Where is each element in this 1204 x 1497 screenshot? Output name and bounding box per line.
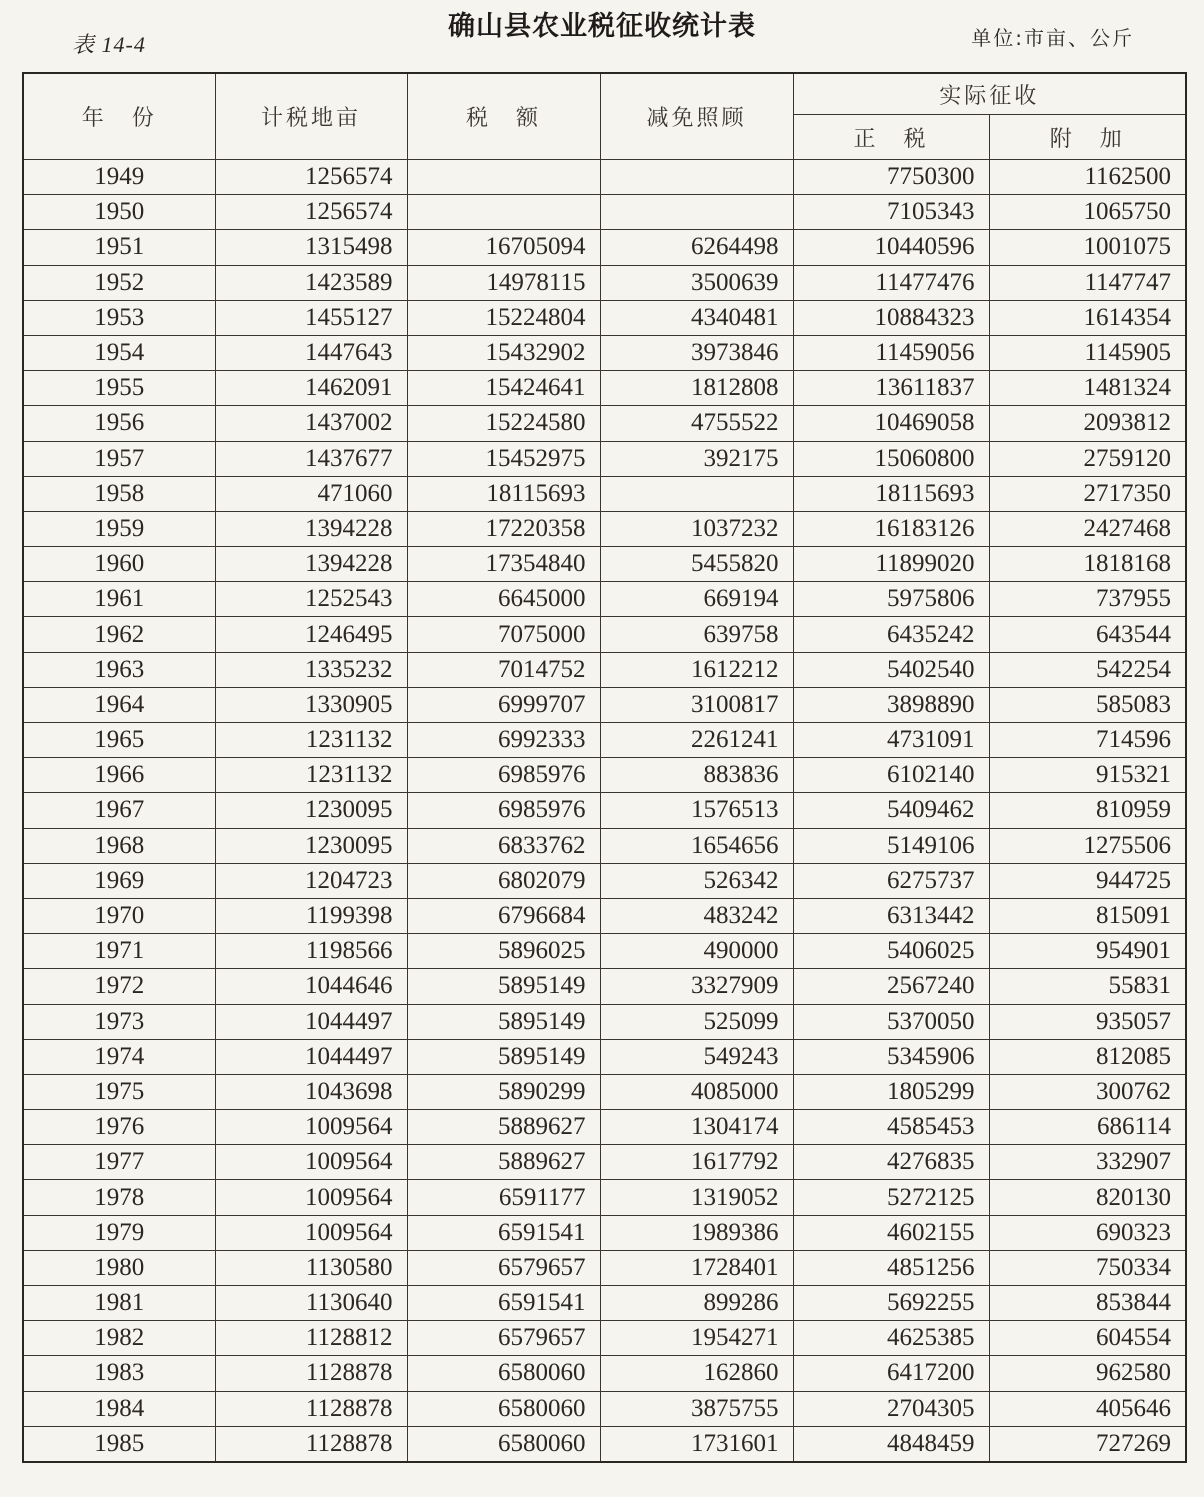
page-title: 确山县农业税征收统计表 — [448, 11, 756, 42]
cell-surcharge: 300762 — [989, 1074, 1186, 1109]
cell-taxable-land: 1447643 — [215, 335, 407, 370]
table-row — [23, 1391, 1186, 1426]
cell-reduction-relief: 1731601 — [600, 1426, 793, 1462]
cell-year: 1966 — [23, 758, 215, 793]
cell-surcharge: 690323 — [989, 1215, 1186, 1250]
table-row — [23, 793, 1186, 828]
cell-reduction-relief: 1654656 — [600, 828, 793, 863]
cell-taxable-land: 1315498 — [215, 230, 407, 265]
cell-main-tax: 4851256 — [793, 1250, 989, 1285]
cell-taxable-land: 1128878 — [215, 1391, 407, 1426]
cell-tax-amount: 6985976 — [407, 758, 600, 793]
cell-year: 1961 — [23, 582, 215, 617]
cell-reduction-relief: 3327909 — [600, 969, 793, 1004]
cell-tax-amount: 6579657 — [407, 1250, 600, 1285]
table-row — [23, 934, 1186, 969]
header-year: 年 份 — [23, 73, 215, 160]
cell-tax-amount: 5896025 — [407, 934, 600, 969]
cell-tax-amount: 15432902 — [407, 335, 600, 370]
cell-year: 1965 — [23, 723, 215, 758]
cell-taxable-land: 1256574 — [215, 160, 407, 195]
cell-tax-amount — [407, 160, 600, 195]
cell-main-tax: 4625385 — [793, 1321, 989, 1356]
cell-tax-amount: 5895149 — [407, 1004, 600, 1039]
cell-surcharge: 727269 — [989, 1426, 1186, 1462]
table-row — [23, 300, 1186, 335]
cell-reduction-relief: 483242 — [600, 898, 793, 933]
cell-main-tax: 4585453 — [793, 1110, 989, 1145]
cell-year: 1975 — [23, 1074, 215, 1109]
cell-taxable-land: 1009564 — [215, 1180, 407, 1215]
cell-taxable-land: 1009564 — [215, 1145, 407, 1180]
cell-main-tax: 4602155 — [793, 1215, 989, 1250]
table-row — [23, 652, 1186, 687]
cell-reduction-relief: 162860 — [600, 1356, 793, 1391]
tax-statistics-table — [22, 72, 1187, 1463]
cell-tax-amount: 6579657 — [407, 1321, 600, 1356]
cell-surcharge: 1275506 — [989, 828, 1186, 863]
cell-reduction-relief: 3500639 — [600, 265, 793, 300]
cell-main-tax: 5692255 — [793, 1286, 989, 1321]
cell-reduction-relief: 5455820 — [600, 547, 793, 582]
cell-taxable-land: 1230095 — [215, 828, 407, 863]
cell-main-tax: 7750300 — [793, 160, 989, 195]
cell-tax-amount: 6796684 — [407, 898, 600, 933]
cell-surcharge: 954901 — [989, 934, 1186, 969]
cell-reduction-relief: 639758 — [600, 617, 793, 652]
cell-surcharge: 604554 — [989, 1321, 1186, 1356]
table-row — [23, 160, 1186, 195]
cell-taxable-land: 1437677 — [215, 441, 407, 476]
cell-reduction-relief: 3973846 — [600, 335, 793, 370]
cell-taxable-land: 1394228 — [215, 511, 407, 546]
cell-reduction-relief: 883836 — [600, 758, 793, 793]
cell-surcharge: 55831 — [989, 969, 1186, 1004]
cell-year: 1973 — [23, 1004, 215, 1039]
cell-year: 1970 — [23, 898, 215, 933]
cell-year: 1956 — [23, 406, 215, 441]
cell-surcharge: 737955 — [989, 582, 1186, 617]
cell-year: 1968 — [23, 828, 215, 863]
cell-tax-amount: 14978115 — [407, 265, 600, 300]
table-row — [23, 406, 1186, 441]
cell-main-tax: 5345906 — [793, 1039, 989, 1074]
cell-tax-amount: 6591541 — [407, 1286, 600, 1321]
header-actual-collection: 实际征收 — [793, 73, 1186, 115]
cell-reduction-relief — [600, 160, 793, 195]
cell-main-tax: 13611837 — [793, 371, 989, 406]
cell-main-tax: 4276835 — [793, 1145, 989, 1180]
cell-surcharge: 820130 — [989, 1180, 1186, 1215]
cell-year: 1971 — [23, 934, 215, 969]
cell-surcharge: 812085 — [989, 1039, 1186, 1074]
cell-tax-amount: 6591177 — [407, 1180, 600, 1215]
cell-tax-amount: 6645000 — [407, 582, 600, 617]
cell-surcharge: 944725 — [989, 863, 1186, 898]
cell-taxable-land: 1130580 — [215, 1250, 407, 1285]
cell-tax-amount: 6833762 — [407, 828, 600, 863]
cell-main-tax: 5975806 — [793, 582, 989, 617]
table-row — [23, 758, 1186, 793]
cell-surcharge: 1614354 — [989, 300, 1186, 335]
table-row — [23, 230, 1186, 265]
cell-taxable-land: 1231132 — [215, 758, 407, 793]
cell-reduction-relief: 392175 — [600, 441, 793, 476]
header-main-tax: 正 税 — [793, 115, 989, 160]
table-row — [23, 898, 1186, 933]
cell-reduction-relief: 1812808 — [600, 371, 793, 406]
cell-year: 1960 — [23, 547, 215, 582]
cell-main-tax: 10884323 — [793, 300, 989, 335]
cell-reduction-relief: 526342 — [600, 863, 793, 898]
cell-taxable-land: 1128878 — [215, 1426, 407, 1462]
table-row — [23, 1215, 1186, 1250]
cell-surcharge: 1147747 — [989, 265, 1186, 300]
cell-surcharge: 1818168 — [989, 547, 1186, 582]
cell-tax-amount: 15424641 — [407, 371, 600, 406]
cell-main-tax: 5272125 — [793, 1180, 989, 1215]
cell-year: 1978 — [23, 1180, 215, 1215]
cell-year: 1959 — [23, 511, 215, 546]
cell-year: 1949 — [23, 160, 215, 195]
cell-tax-amount: 5889627 — [407, 1110, 600, 1145]
cell-reduction-relief: 1954271 — [600, 1321, 793, 1356]
table-row — [23, 1004, 1186, 1039]
table-row — [23, 511, 1186, 546]
cell-main-tax: 18115693 — [793, 476, 989, 511]
cell-main-tax: 10469058 — [793, 406, 989, 441]
cell-surcharge: 332907 — [989, 1145, 1186, 1180]
cell-surcharge: 585083 — [989, 687, 1186, 722]
cell-main-tax: 11459056 — [793, 335, 989, 370]
cell-tax-amount: 6999707 — [407, 687, 600, 722]
cell-year: 1972 — [23, 969, 215, 1004]
cell-year: 1958 — [23, 476, 215, 511]
table-row — [23, 1145, 1186, 1180]
cell-reduction-relief: 1989386 — [600, 1215, 793, 1250]
cell-surcharge: 405646 — [989, 1391, 1186, 1426]
table-row — [23, 1074, 1186, 1109]
cell-reduction-relief: 4340481 — [600, 300, 793, 335]
cell-taxable-land: 1043698 — [215, 1074, 407, 1109]
cell-year: 1977 — [23, 1145, 215, 1180]
cell-main-tax: 5402540 — [793, 652, 989, 687]
cell-tax-amount: 5895149 — [407, 969, 600, 1004]
cell-main-tax: 2704305 — [793, 1391, 989, 1426]
cell-main-tax: 10440596 — [793, 230, 989, 265]
cell-taxable-land: 1394228 — [215, 547, 407, 582]
cell-year: 1950 — [23, 195, 215, 230]
cell-tax-amount: 6992333 — [407, 723, 600, 758]
cell-tax-amount: 6580060 — [407, 1391, 600, 1426]
cell-taxable-land: 1230095 — [215, 793, 407, 828]
table-row — [23, 547, 1186, 582]
cell-reduction-relief: 490000 — [600, 934, 793, 969]
cell-year: 1967 — [23, 793, 215, 828]
cell-year: 1985 — [23, 1426, 215, 1462]
cell-surcharge: 1481324 — [989, 371, 1186, 406]
cell-tax-amount: 15224580 — [407, 406, 600, 441]
cell-main-tax: 5370050 — [793, 1004, 989, 1039]
cell-taxable-land: 1330905 — [215, 687, 407, 722]
cell-taxable-land: 1130640 — [215, 1286, 407, 1321]
cell-year: 1957 — [23, 441, 215, 476]
cell-tax-amount: 6580060 — [407, 1426, 600, 1462]
cell-reduction-relief: 669194 — [600, 582, 793, 617]
cell-reduction-relief — [600, 195, 793, 230]
cell-year: 1982 — [23, 1321, 215, 1356]
cell-tax-amount: 15452975 — [407, 441, 600, 476]
cell-year: 1951 — [23, 230, 215, 265]
cell-year: 1984 — [23, 1391, 215, 1426]
cell-reduction-relief: 4085000 — [600, 1074, 793, 1109]
cell-reduction-relief: 1617792 — [600, 1145, 793, 1180]
table-row — [23, 441, 1186, 476]
cell-surcharge: 2759120 — [989, 441, 1186, 476]
cell-year: 1954 — [23, 335, 215, 370]
cell-surcharge: 915321 — [989, 758, 1186, 793]
cell-reduction-relief: 1612212 — [600, 652, 793, 687]
table-row — [23, 828, 1186, 863]
cell-surcharge: 1065750 — [989, 195, 1186, 230]
cell-reduction-relief: 3875755 — [600, 1391, 793, 1426]
header-surcharge: 附 加 — [989, 115, 1186, 160]
cell-surcharge: 686114 — [989, 1110, 1186, 1145]
cell-main-tax: 3898890 — [793, 687, 989, 722]
cell-taxable-land: 1198566 — [215, 934, 407, 969]
table-row — [23, 335, 1186, 370]
table-row — [23, 687, 1186, 722]
cell-surcharge: 714596 — [989, 723, 1186, 758]
table-row — [23, 1110, 1186, 1145]
table-row — [23, 1286, 1186, 1321]
cell-taxable-land: 1009564 — [215, 1110, 407, 1145]
cell-surcharge: 1162500 — [989, 160, 1186, 195]
cell-tax-amount: 7014752 — [407, 652, 600, 687]
cell-main-tax: 6102140 — [793, 758, 989, 793]
table-row — [23, 617, 1186, 652]
cell-tax-amount: 17220358 — [407, 511, 600, 546]
cell-tax-amount: 5890299 — [407, 1074, 600, 1109]
table-row — [23, 1039, 1186, 1074]
table-row — [23, 476, 1186, 511]
cell-reduction-relief: 1576513 — [600, 793, 793, 828]
table-row — [23, 863, 1186, 898]
cell-main-tax: 1805299 — [793, 1074, 989, 1109]
cell-tax-amount — [407, 195, 600, 230]
cell-year: 1964 — [23, 687, 215, 722]
table-row — [23, 1180, 1186, 1215]
table-row — [23, 969, 1186, 1004]
cell-tax-amount: 5889627 — [407, 1145, 600, 1180]
cell-surcharge: 542254 — [989, 652, 1186, 687]
cell-taxable-land: 1252543 — [215, 582, 407, 617]
cell-reduction-relief: 2261241 — [600, 723, 793, 758]
cell-taxable-land: 1423589 — [215, 265, 407, 300]
cell-main-tax: 7105343 — [793, 195, 989, 230]
cell-taxable-land: 1128878 — [215, 1356, 407, 1391]
cell-main-tax: 6435242 — [793, 617, 989, 652]
table-row — [23, 1426, 1186, 1462]
cell-year: 1955 — [23, 371, 215, 406]
unit-label: 单位:市亩、公斤 — [971, 26, 1134, 50]
cell-taxable-land: 1199398 — [215, 898, 407, 933]
cell-surcharge: 2717350 — [989, 476, 1186, 511]
cell-taxable-land: 1256574 — [215, 195, 407, 230]
cell-reduction-relief: 1319052 — [600, 1180, 793, 1215]
cell-reduction-relief: 1728401 — [600, 1250, 793, 1285]
cell-year: 1981 — [23, 1286, 215, 1321]
cell-taxable-land: 1437002 — [215, 406, 407, 441]
header-reduction-relief: 减免照顾 — [600, 73, 793, 160]
cell-taxable-land: 1044497 — [215, 1039, 407, 1074]
cell-taxable-land: 1044646 — [215, 969, 407, 1004]
cell-year: 1952 — [23, 265, 215, 300]
cell-tax-amount: 16705094 — [407, 230, 600, 265]
cell-main-tax: 5409462 — [793, 793, 989, 828]
cell-reduction-relief — [600, 476, 793, 511]
cell-tax-amount: 15224804 — [407, 300, 600, 335]
cell-tax-amount: 7075000 — [407, 617, 600, 652]
cell-main-tax: 4731091 — [793, 723, 989, 758]
cell-taxable-land: 471060 — [215, 476, 407, 511]
cell-reduction-relief: 525099 — [600, 1004, 793, 1039]
cell-main-tax: 2567240 — [793, 969, 989, 1004]
table-number: 表 14-4 — [72, 32, 146, 57]
cell-taxable-land: 1044497 — [215, 1004, 407, 1039]
table-row — [23, 582, 1186, 617]
header-taxable-land: 计税地亩 — [215, 73, 407, 160]
cell-year: 1963 — [23, 652, 215, 687]
cell-main-tax: 5149106 — [793, 828, 989, 863]
cell-tax-amount: 6802079 — [407, 863, 600, 898]
table-row — [23, 265, 1186, 300]
cell-year: 1983 — [23, 1356, 215, 1391]
cell-surcharge: 750334 — [989, 1250, 1186, 1285]
table-row — [23, 1356, 1186, 1391]
cell-tax-amount: 6591541 — [407, 1215, 600, 1250]
cell-main-tax: 16183126 — [793, 511, 989, 546]
cell-surcharge: 962580 — [989, 1356, 1186, 1391]
cell-main-tax: 15060800 — [793, 441, 989, 476]
table-row — [23, 371, 1186, 406]
cell-taxable-land: 1204723 — [215, 863, 407, 898]
cell-taxable-land: 1009564 — [215, 1215, 407, 1250]
cell-reduction-relief: 4755522 — [600, 406, 793, 441]
cell-main-tax: 11477476 — [793, 265, 989, 300]
cell-surcharge: 935057 — [989, 1004, 1186, 1039]
cell-main-tax: 11899020 — [793, 547, 989, 582]
cell-surcharge: 810959 — [989, 793, 1186, 828]
cell-reduction-relief: 1304174 — [600, 1110, 793, 1145]
cell-taxable-land: 1455127 — [215, 300, 407, 335]
cell-taxable-land: 1231132 — [215, 723, 407, 758]
cell-reduction-relief: 6264498 — [600, 230, 793, 265]
table-body — [23, 160, 1186, 1462]
cell-surcharge: 643544 — [989, 617, 1186, 652]
cell-year: 1974 — [23, 1039, 215, 1074]
cell-tax-amount: 17354840 — [407, 547, 600, 582]
cell-surcharge: 815091 — [989, 898, 1186, 933]
table-header — [23, 73, 1186, 160]
table-row — [23, 1321, 1186, 1356]
cell-tax-amount: 18115693 — [407, 476, 600, 511]
cell-main-tax: 6417200 — [793, 1356, 989, 1391]
cell-reduction-relief: 3100817 — [600, 687, 793, 722]
cell-main-tax: 6275737 — [793, 863, 989, 898]
cell-taxable-land: 1128812 — [215, 1321, 407, 1356]
cell-surcharge: 853844 — [989, 1286, 1186, 1321]
cell-year: 1962 — [23, 617, 215, 652]
cell-reduction-relief: 549243 — [600, 1039, 793, 1074]
cell-surcharge: 1001075 — [989, 230, 1186, 265]
cell-year: 1969 — [23, 863, 215, 898]
cell-main-tax: 6313442 — [793, 898, 989, 933]
cell-main-tax: 4848459 — [793, 1426, 989, 1462]
cell-taxable-land: 1246495 — [215, 617, 407, 652]
cell-reduction-relief: 899286 — [600, 1286, 793, 1321]
cell-tax-amount: 6985976 — [407, 793, 600, 828]
cell-year: 1980 — [23, 1250, 215, 1285]
table-row — [23, 1250, 1186, 1285]
cell-surcharge: 1145905 — [989, 335, 1186, 370]
cell-year: 1979 — [23, 1215, 215, 1250]
cell-taxable-land: 1462091 — [215, 371, 407, 406]
cell-tax-amount: 6580060 — [407, 1356, 600, 1391]
table-row — [23, 195, 1186, 230]
cell-surcharge: 2427468 — [989, 511, 1186, 546]
cell-reduction-relief: 1037232 — [600, 511, 793, 546]
cell-year: 1953 — [23, 300, 215, 335]
cell-main-tax: 5406025 — [793, 934, 989, 969]
cell-year: 1976 — [23, 1110, 215, 1145]
header-tax-amount: 税 额 — [407, 73, 600, 160]
cell-taxable-land: 1335232 — [215, 652, 407, 687]
cell-tax-amount: 5895149 — [407, 1039, 600, 1074]
cell-surcharge: 2093812 — [989, 406, 1186, 441]
table-row — [23, 723, 1186, 758]
